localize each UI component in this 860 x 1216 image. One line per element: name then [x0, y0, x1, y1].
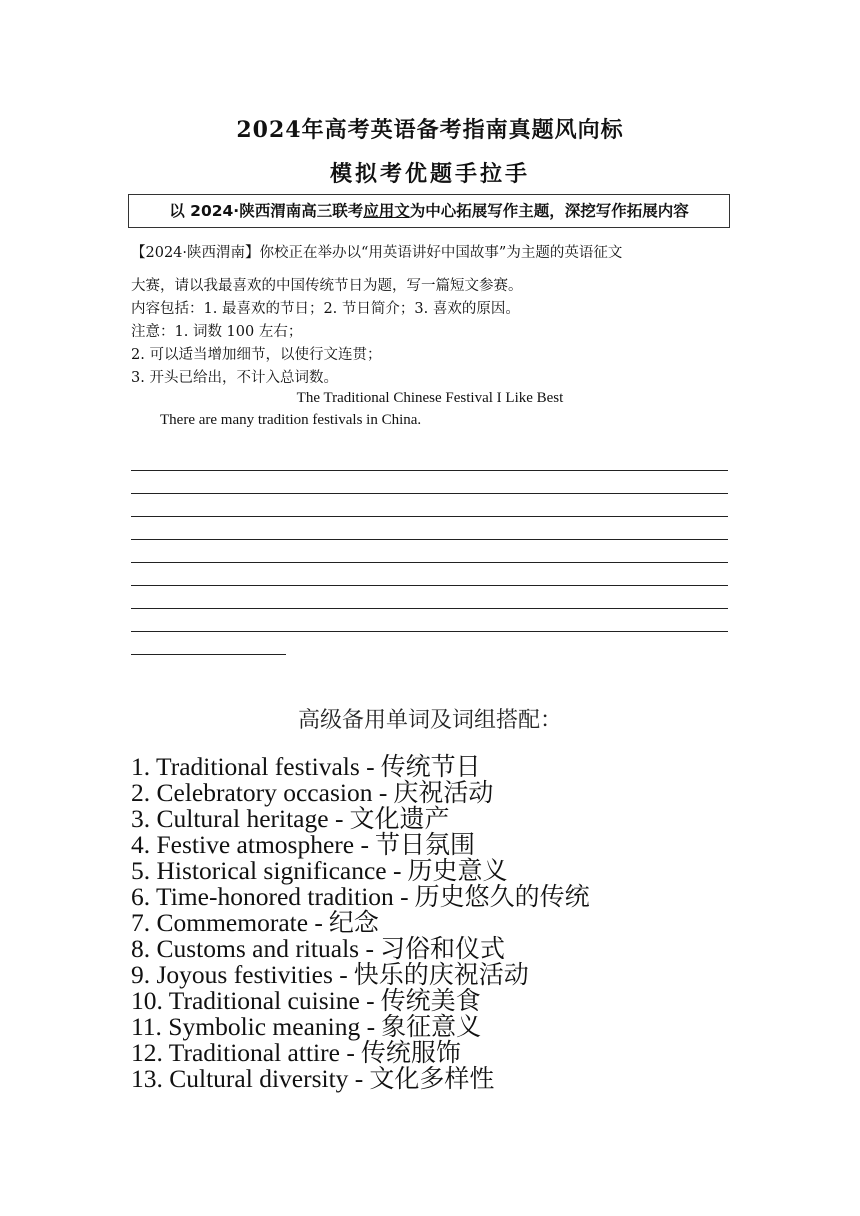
vocab-item — [131, 754, 590, 780]
prompt-line-4: 注意：1. 词数 100 左右； — [131, 324, 303, 340]
vocab-zh: 传统节日 — [380, 752, 481, 781]
vocab-zh: 传统服饰 — [360, 1038, 461, 1067]
vocab-zh: 传统美食 — [380, 986, 481, 1015]
prompt-line-3: 内容包括：1. 最喜欢的节日；2. 节日简介；3. 喜欢的原因。 — [131, 301, 520, 317]
vocab-item — [131, 806, 590, 832]
vocab-zh: 文化遗产 — [349, 804, 450, 833]
vocab-en: 4. Festive atmosphere - — [131, 830, 369, 859]
answer-line — [131, 493, 728, 494]
vocab-en: 13. Cultural diversity - — [131, 1064, 364, 1093]
prompt-line-2: 大赛，请以我最喜欢的中国传统节日为题，写一篇短文参赛。 — [131, 278, 523, 294]
answer-line — [131, 470, 728, 471]
vocab-item — [131, 1014, 590, 1040]
vocab-zh: 文化多样性 — [369, 1064, 495, 1093]
vocab-item — [131, 832, 590, 858]
prompt-line-6: 3. 开头已给出，不计入总词数。 — [131, 370, 338, 386]
prompt-line-1: 【2024·陕西渭南】你校正在举办以“用英语讲好中国故事”为主题的英语征文 — [131, 245, 623, 261]
essay-opening: There are many tradition festivals in China. — [160, 412, 422, 428]
essay-title: The Traditional Chinese Festival I Like Best — [296, 390, 564, 406]
answer-line — [131, 631, 728, 632]
vocab-en: 2. Celebratory occasion - — [131, 778, 388, 807]
vocab-en: 3. Cultural heritage - — [131, 804, 344, 833]
vocab-zh: 庆祝活动 — [393, 778, 494, 807]
vocab-en: 8. Customs and rituals - — [131, 934, 374, 963]
vocab-item — [131, 910, 590, 936]
answer-line — [131, 516, 728, 517]
vocab-en: 6. Time-honored tradition - — [131, 882, 409, 911]
vocab-zh: 历史悠久的传统 — [414, 882, 590, 911]
vocab-zh: 纪念 — [328, 908, 379, 937]
document-title: 2024年高考英语备考指南真题风向标 — [236, 117, 624, 143]
topic-banner — [128, 194, 730, 228]
vocab-item — [131, 1040, 590, 1066]
vocab-zh: 习俗和仪式 — [379, 934, 505, 963]
document-subtitle: 模拟考优题手拉手 — [329, 161, 530, 187]
vocab-en: 9. Joyous festivities - — [131, 960, 348, 989]
banner-prefix: 以 2024·陕西渭南高三联考 — [169, 202, 364, 220]
vocab-zh: 节日氛围 — [374, 830, 475, 859]
vocab-zh: 快乐的庆祝活动 — [353, 960, 529, 989]
vocab-en: 12. Traditional attire - — [131, 1038, 355, 1067]
vocab-en: 5. Historical significance - — [131, 856, 402, 885]
vocab-en: 11. Symbolic meaning - — [131, 1012, 376, 1041]
vocab-en: 7. Commemorate - — [131, 908, 323, 937]
answer-line — [131, 608, 728, 609]
vocab-en: 10. Traditional cuisine - — [131, 986, 375, 1015]
vocab-item — [131, 884, 590, 910]
answer-line-short — [131, 654, 286, 655]
vocab-item — [131, 988, 590, 1014]
vocab-item — [131, 780, 590, 806]
vocab-en: 1. Traditional festivals - — [131, 752, 375, 781]
prompt-line-5: 2. 可以适当增加细节，以使行文连贯； — [131, 347, 382, 363]
banner-underlined: 应用文 — [363, 202, 410, 220]
banner-suffix: 为中心拓展写作主题，深挖写作拓展内容 — [409, 202, 689, 220]
vocab-zh: 历史意义 — [407, 856, 508, 885]
vocab-zh: 象征意义 — [381, 1012, 482, 1041]
vocab-item — [131, 962, 590, 988]
vocab-item — [131, 936, 590, 962]
vocab-item — [131, 858, 590, 884]
answer-line — [131, 539, 728, 540]
vocab-list — [131, 754, 590, 1092]
vocab-heading: 高级备用单词及词组搭配： — [297, 708, 562, 733]
answer-line — [131, 562, 728, 563]
vocab-item — [131, 1066, 590, 1092]
answer-line — [131, 585, 728, 586]
